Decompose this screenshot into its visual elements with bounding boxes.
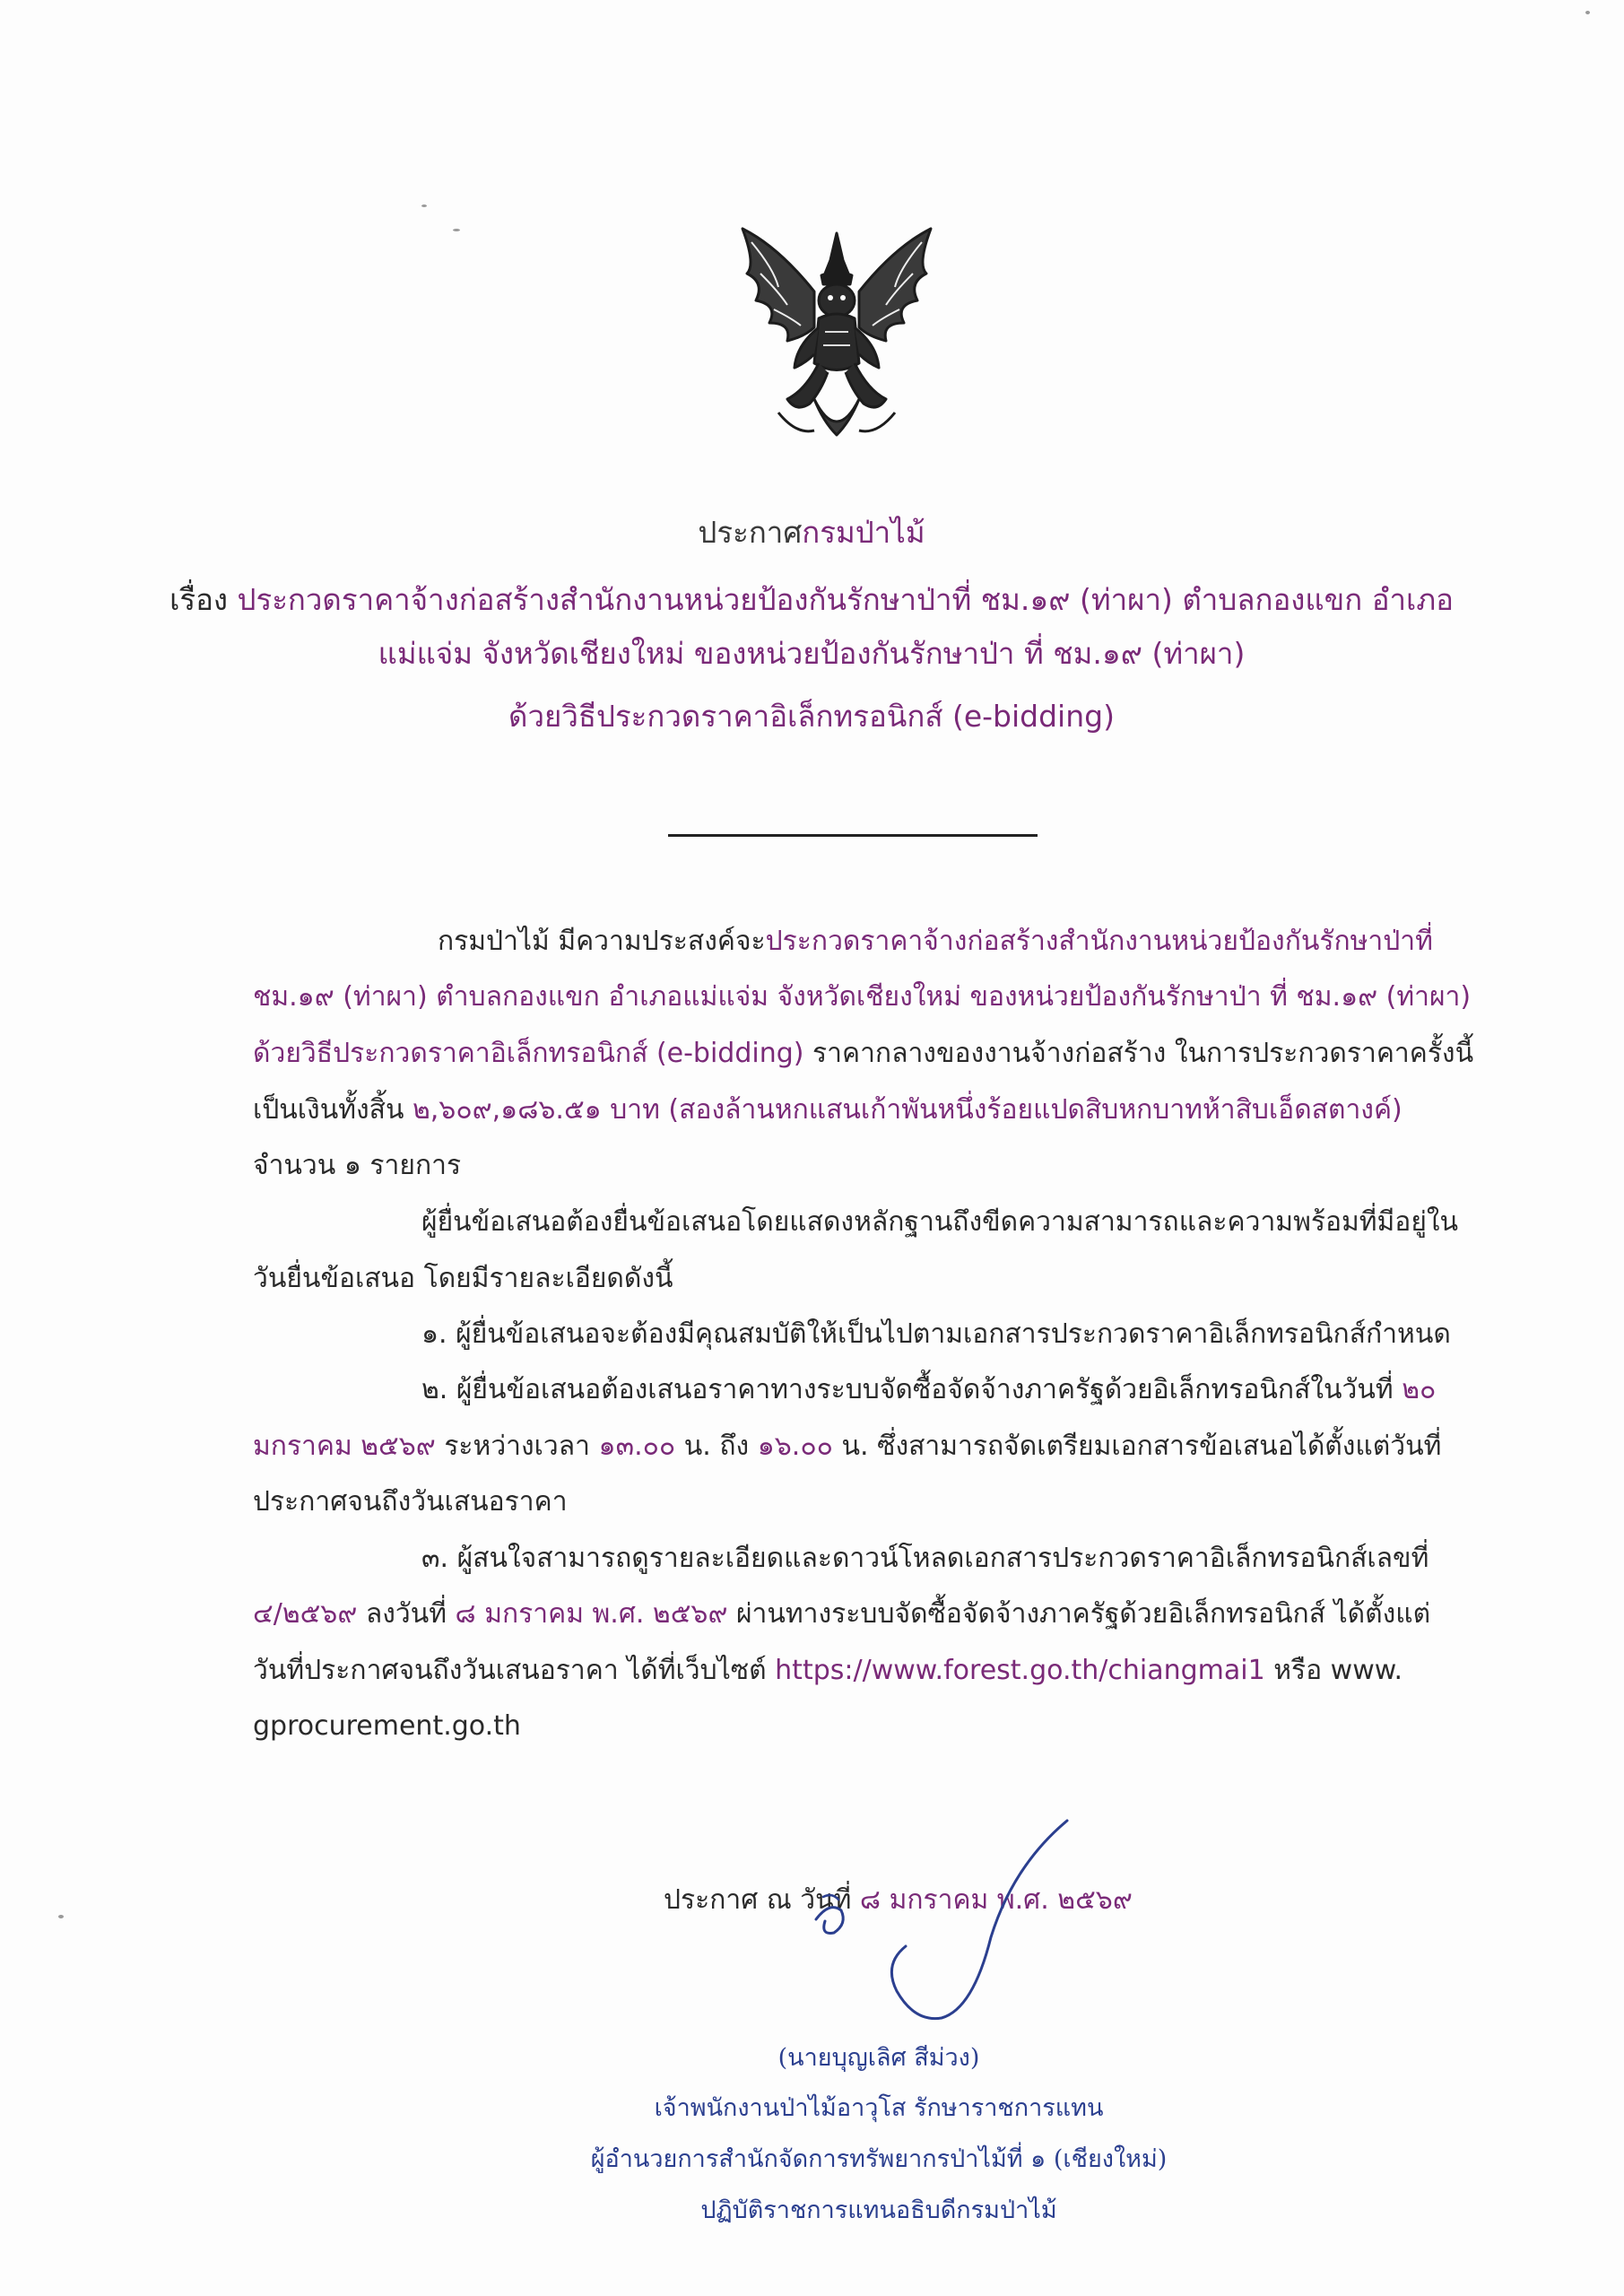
- subject-label: เรื่อง: [169, 582, 229, 617]
- condition-item-2: [421, 1372, 1623, 1408]
- title-prefix: ประกาศ: [698, 515, 803, 550]
- body-line: [253, 1036, 1474, 1072]
- body-text: วันที่ประกาศจนถึงวันเสนอราคา ได้ที่เว็บไซต์: [253, 1655, 776, 1686]
- body-text: กรมป่าไม้ มีความประสงค์จะ: [438, 926, 766, 957]
- subject-line-1: [161, 574, 1462, 626]
- body-line: ชม.๑๙ (ท่าผา) ตำบลกองแขก อำเภอแม่แจ่ม จังหวัดเชียงใหม่ ของหน่วยป้องกันรักษาป่า ที่ ชม.๑๙ (ท่าผา): [253, 981, 1472, 1013]
- bid-month-year: มกราคม ๒๕๖๙: [253, 1431, 436, 1462]
- body-text-accent: ด้วยวิธีประกวดราคาอิเล็กทรอนิกส์ (e-bidding): [253, 1038, 804, 1069]
- body-line: [253, 1653, 1455, 1689]
- body-line: [253, 1092, 1455, 1128]
- subject-line-2: แม่แจ่ม จังหวัดเชียงใหม่ ของหน่วยป้องกันรักษาป่า ที่ ชม.๑๙ (ท่าผา): [378, 636, 1246, 671]
- announce-prefix: ประกาศ ณ วันที่: [664, 1884, 860, 1916]
- body-line: ผู้ยื่นข้อเสนอต้องยื่นข้อเสนอโดยแสดงหลักฐานถึงขีดความสามารถและความพร้อมที่มีอยู่ใน: [421, 1206, 1459, 1238]
- document-number: ๔/๒๕๖๙: [253, 1598, 358, 1630]
- garuda-emblem-icon: [725, 220, 949, 453]
- bid-day: ๒๐: [1402, 1374, 1437, 1405]
- handwritten-signature: [798, 1812, 1085, 2036]
- signer-position-1: เจ้าพนักงานป่าไม้อาวุโส รักษาราชการแทน: [654, 2094, 1104, 2122]
- website-link[interactable]: https://www.forest.go.th/chiangmai1: [775, 1655, 1265, 1686]
- body-line: [438, 924, 1624, 960]
- condition-item-3: ๓. ผู้สนใจสามารถดูรายละเอียดและดาวน์โหลดเอกสารประกวดราคาอิเล็กทรอนิกส์เลขที่: [421, 1543, 1429, 1574]
- document-date: ๘ มกราคม พ.ศ. ๒๕๖๙: [455, 1598, 728, 1630]
- body-line: จำนวน ๑ รายการ: [253, 1150, 462, 1181]
- body-line: [253, 1429, 1455, 1465]
- body-text: หรือ www.: [1264, 1655, 1403, 1686]
- scan-speck: [58, 1915, 64, 1918]
- body-text: น. ซึ่งสามารถจัดเตรียมเอกสารข้อเสนอได้ตั้งแต่วันที่: [832, 1431, 1442, 1462]
- body-text: ราคากลางของงานจ้างก่อสร้าง ในการประกวดราคาครั้งนี้: [803, 1038, 1474, 1069]
- bid-end-time: ๑๖.๐๐: [757, 1431, 833, 1462]
- heading-divider: [668, 834, 1038, 837]
- subject-line-3: ด้วยวิธีประกวดราคาอิเล็กทรอนิกส์ (e-bidding): [508, 699, 1115, 734]
- body-line: วันยื่นข้อเสนอ โดยมีรายละเอียดดังนี้: [253, 1263, 673, 1294]
- scan-speck: [1585, 11, 1590, 14]
- budget-amount: ๒,๖๐๙,๑๘๖.๕๑ บาท (สองล้านหกแสนเก้าพันหนึ่งร้อยแปดสิบหกบาทห้าสิบเอ็ดสตางค์): [413, 1094, 1403, 1126]
- subject-text-1: ประกวดราคาจ้างก่อสร้างสำนักงานหน่วยป้องกันรักษาป่าที่ ชม.๑๙ (ท่าผา) ตำบลกองแขก อำเภอ: [237, 582, 1454, 617]
- title-org: กรมป่าไม้: [802, 515, 925, 550]
- announcement-title: [161, 507, 1462, 559]
- scan-speck: [453, 229, 460, 231]
- body-text: เป็นเงินทั้งสิ้น: [253, 1094, 413, 1126]
- condition-item-1: ๑. ผู้ยื่นข้อเสนอจะต้องมีคุณสมบัติให้เป็นไปตามเอกสารประกวดราคาอิเล็กทรอนิกส์กำหนด: [421, 1318, 1451, 1350]
- body-text: น. ถึง: [675, 1431, 758, 1462]
- announce-date: ๘ มกราคม พ.ศ. ๒๕๖๙: [859, 1884, 1133, 1916]
- website-link-2[interactable]: gprocurement.go.th: [253, 1710, 521, 1742]
- body-text: ผ่านทางระบบจัดซื้อจัดจ้างภาครัฐด้วยอิเล็กทรอนิกส์ ได้ตั้งแต่: [727, 1598, 1431, 1630]
- signer-position-2: ผู้อำนวยการสำนักจัดการทรัพยากรป่าไม้ที่ ๑ (เชียงใหม่): [590, 2145, 1168, 2173]
- body-line: [253, 1596, 1455, 1632]
- signer-position-3: ปฏิบัติราชการแทนอธิบดีกรมป่าไม้: [700, 2196, 1057, 2224]
- bid-start-time: ๑๓.๐๐: [598, 1431, 676, 1462]
- body-text: ระหว่างเวลา: [435, 1431, 599, 1462]
- body-text: ลงวันที่: [357, 1598, 456, 1630]
- scan-speck: [421, 204, 427, 207]
- signer-name: (นายบุญเลิศ สีม่วง): [777, 2044, 980, 2072]
- body-text: ๒. ผู้ยื่นข้อเสนอต้องเสนอราคาทางระบบจัดซื้อจัดจ้างภาครัฐด้วยอิเล็กทรอนิกส์ในวันที่: [421, 1374, 1403, 1405]
- body-line: ประกาศจนถึงวันเสนอราคา: [253, 1486, 568, 1518]
- body-text-accent: ประกวดราคาจ้างก่อสร้างสำนักงานหน่วยป้องกันรักษาป่าที่: [765, 926, 1433, 957]
